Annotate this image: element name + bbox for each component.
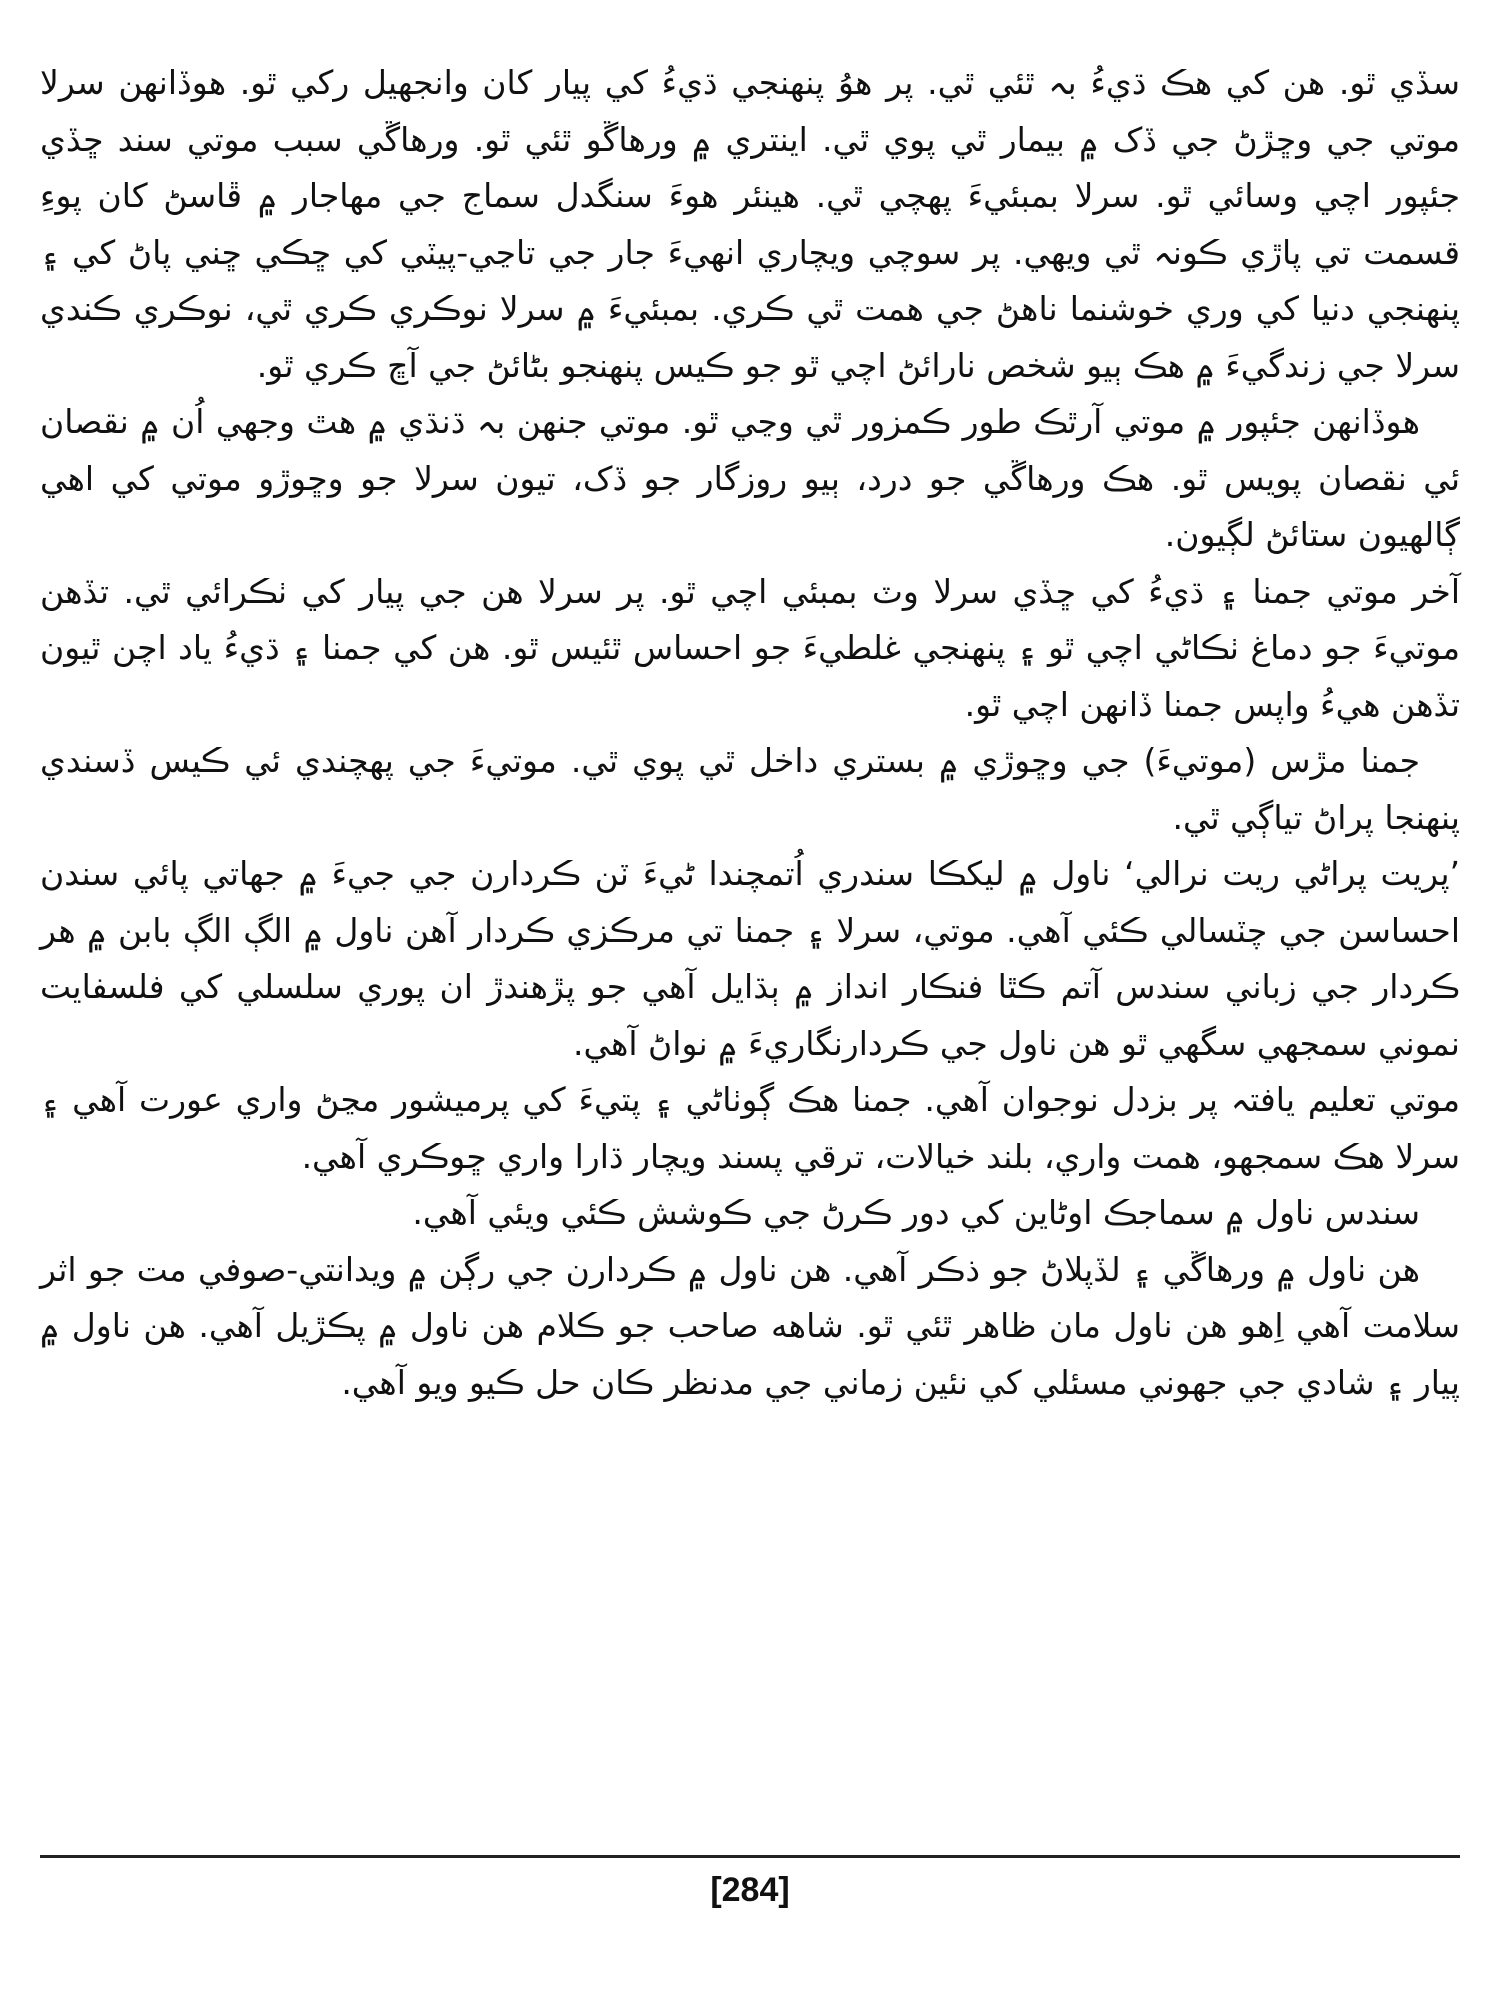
paragraph: جمنا مڙس (موتيءَ) جي وڇوڙي ۾ بستري داخل ٿي پوي ٿي. موتيءَ جي پهچندي ئي ڪيس ڏسندي پنهنجا پراڻ تياڳي ٿي.: [40, 741, 1460, 837]
paragraph: آخر موتي جمنا ۽ ڌيءُ کي ڇڏي سرلا وٽ بمبئي اچي ٿو. پر سرلا هن جي پيار کي ٺڪرائي ٿي. تڏهن موتيءَ جو دماغ ٺڪاڻي اچي ٿو ۽ پنهنجي غلطيءَ جو احساس ٿئيس ٿو. هن کي جمنا ۽ ڌيءُ ياد اچن ٿيون تڏهن هيءُ واپس جمنا ڏانهن اچي ٿو.: [40, 571, 1460, 724]
paragraph: هن ناول ۾ ورهاڱي ۽ لڏپلاڻ جو ذڪر آهي. هن ناول ۾ ڪردارن جي رڳن ۾ ويدانتي-صوفي مت جو اثر سلامت آهي اِهو هن ناول مان ظاهر ٿئي ٿو. شاهه صاحب جو ڪلام هن ناول ۾ پڪڙيل آهي. هن ناول ۾ پيار ۽ شادي جي جهوني مسئلي کي نئين زماني جي مدنظر ڪان حل ڪيو ويو آهي.: [40, 1249, 1460, 1402]
body-text: [40, 55, 1460, 1411]
paragraph: هوڏانهن جئپور ۾ موتي آرٿڪ طور ڪمزور ٿي وڃي ٿو. موتي جنهن بہ ڌنڌي ۾ هٿ وجهي اُن ۾ نقصان ئي نقصان پويس ٿو. هڪ ورهاڱي جو درد، ٻيو روزگار جو ڏک، تيون سرلا جو وڇوڙو موتي کي اهي ڳالهيون ستائڻ لڳيون.: [40, 402, 1460, 554]
page-number: [284]: [710, 1871, 790, 1909]
footer-rule: [40, 1855, 1460, 1858]
paragraph: سندس ناول ۾ سماجڪ اوڻاين کي دور ڪرڻ جي ڪوشش ڪئي ويئي آهي.: [412, 1193, 1420, 1232]
paragraph: موتي تعليم يافتہ پر بزدل نوجوان آهي. جمنا هڪ ڳوٺاڻي ۽ پتيءَ کي پرميشور مڃڻ واري عورت آهي ۽ سرلا هڪ سمجهو، همت واري، بلند خيالات، ترقي پسند ويچار ڌارا واري ڇوڪري آهي.: [40, 1080, 1460, 1176]
paragraph: ’پريت پراڻي ريت نرالي‘ ناول ۾ ليکڪا سندري اُتمچندا ڻيءَ ٽن ڪردارن جي جيءَ ۾ جهاتي پائي سندن احساسن جي چٽسالي ڪئي آهي. موتي، سرلا ۽ جمنا تي مرڪزي ڪردار آهن ناول ۾ الڳ الڳ بابن ۾ هر ڪردار جي زباني سندس آتم ڪٿا فنڪار انداز ۾ ٻڌايل آهي جو پڙهندڙ ان پوري سلسلي کي فلسفايت نموني سمجهي سگهي ٿو هن ناول جي ڪردارنگاريءَ ۾ نواڻ آهي.: [40, 854, 1460, 1063]
paragraph: سڏي ٿو. هن کي هڪ ڌيءُ بہ ٿئي ٿي. پر هوُ پنهنجي ڌيءُ کي پيار کان وانجهيل رکي ٿو. هوڏانهن سرلا موتي جي وڇڙڻ جي ڏک ۾ بيمار ٿي پوي ٿي. اينتري ۾ ورهاڱو ٿئي ٿو. ورهاڱي سبب موتي سند ڇڏي جئپور اچي وسائي ٿو. سرلا بمبئيءَ پهچي ٿي. هينئر هوءَ سنگدل سماج جي مهاجار ۾ ڦاسڻ کان پوءِ قسمت تي پاڙي ڪونہ ٿي ويهي. پر سوچي ويچاري انهيءَ جار جي تاڃي-پيٽي کي ڇڪي ڇني پاڻ کي ۽ پنهنجي دنيا کي وري خوشنما ناهڻ جي همت ٿي ڪري. بمبئيءَ ۾ سرلا نوڪري ڪري ٿي، نوڪري ڪندي سرلا جي زندگيءَ ۾ هڪ ٻيو شخص نارائڻ اچي ٿو جو ڪيس پنهنجو بڻائڻ جي آڇ ڪري ٿو.: [40, 63, 1460, 385]
document-page: [40, 55, 1460, 1935]
